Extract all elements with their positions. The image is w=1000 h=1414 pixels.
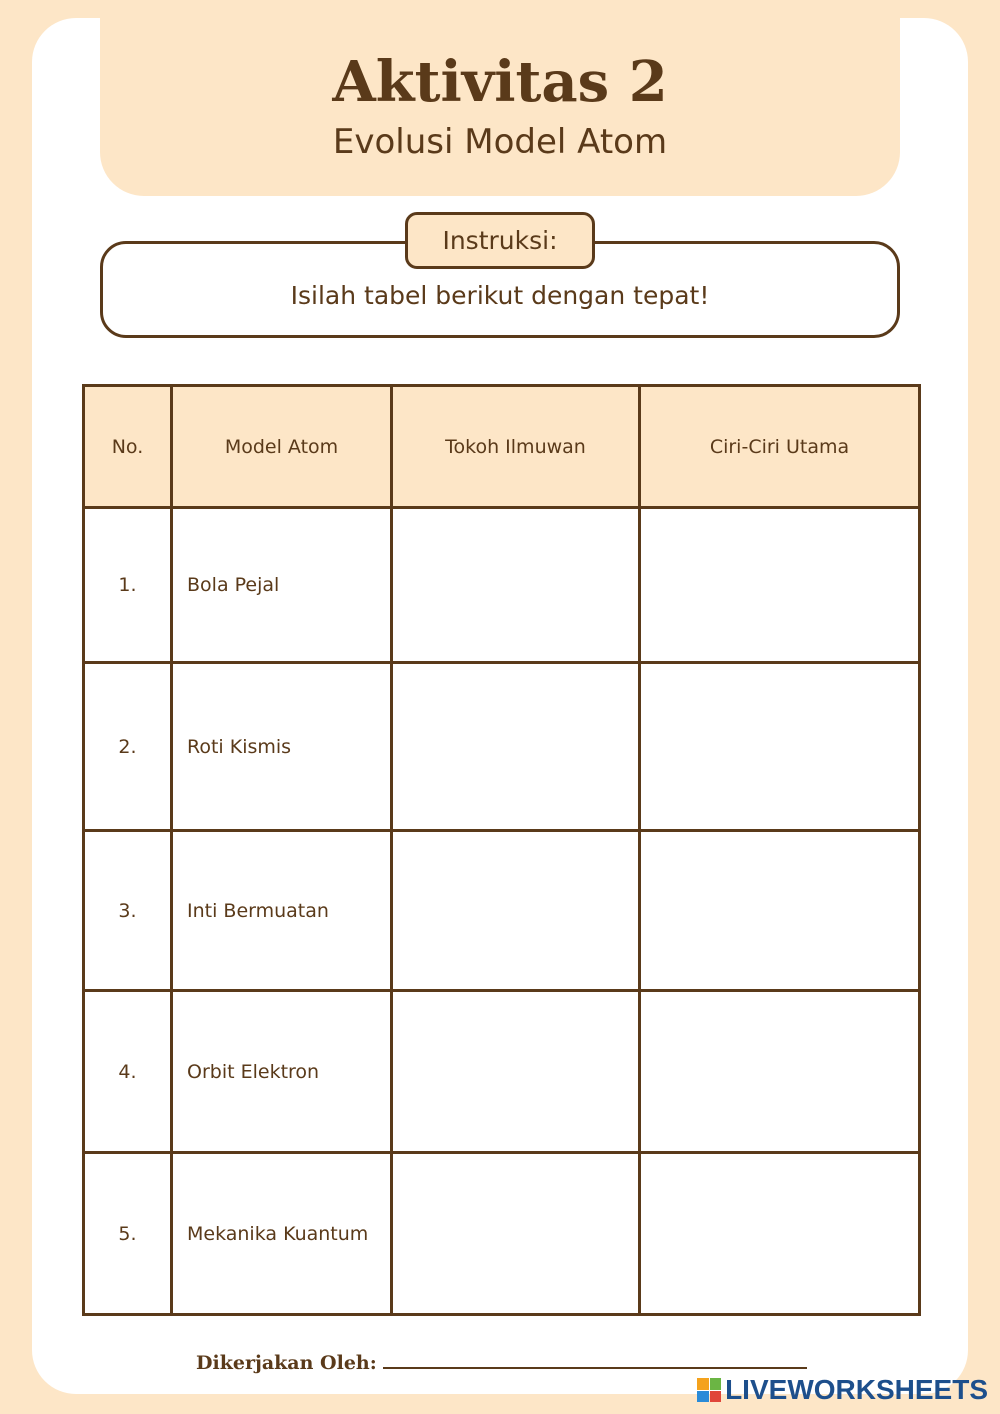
table-row [84, 508, 920, 663]
row-number: 3. [84, 831, 172, 991]
row-model: Inti Bermuatan [172, 831, 392, 991]
row-scientist-input[interactable] [392, 663, 640, 831]
row-model: Orbit Elektron [172, 991, 392, 1153]
completed-by-input-line[interactable] [383, 1355, 807, 1369]
table-row [84, 991, 920, 1153]
row-number: 1. [84, 508, 172, 663]
table-row [84, 1153, 920, 1315]
row-number: 4. [84, 991, 172, 1153]
row-traits-input[interactable] [640, 991, 920, 1153]
column-header-scientist: Tokoh Ilmuwan [392, 386, 640, 508]
table-row [84, 831, 920, 991]
column-header-no: No. [84, 386, 172, 508]
row-scientist-input[interactable] [392, 831, 640, 991]
row-scientist-input[interactable] [392, 1153, 640, 1315]
row-traits-input[interactable] [640, 831, 920, 991]
completed-by-field [196, 1352, 807, 1374]
row-traits-input[interactable] [640, 1153, 920, 1315]
row-traits-input[interactable] [640, 508, 920, 663]
row-model: Bola Pejal [172, 508, 392, 663]
row-number: 2. [84, 663, 172, 831]
instructions-text: Isilah tabel berikut dengan tepat! [290, 281, 710, 310]
page-subtitle: Evolusi Model Atom [332, 122, 668, 162]
row-scientist-input[interactable] [392, 508, 640, 663]
liveworksheets-watermark [697, 1374, 988, 1406]
header-banner [100, 0, 900, 196]
column-header-model: Model Atom [172, 386, 392, 508]
instructions-label: Instruksi: [405, 212, 595, 269]
row-model: Mekanika Kuantum [172, 1153, 392, 1315]
completed-by-label: Dikerjakan Oleh: [196, 1352, 377, 1374]
answer-table [82, 384, 921, 1316]
row-number: 5. [84, 1153, 172, 1315]
table-row [84, 663, 920, 831]
liveworksheets-logo-icon [697, 1378, 721, 1402]
watermark-text: LIVEWORKSHEETS [725, 1374, 988, 1405]
table-header-row [84, 386, 920, 508]
row-traits-input[interactable] [640, 663, 920, 831]
column-header-traits: Ciri-Ciri Utama [640, 386, 920, 508]
row-model: Roti Kismis [172, 663, 392, 831]
row-scientist-input[interactable] [392, 991, 640, 1153]
page-title: Aktivitas 2 [332, 49, 668, 115]
